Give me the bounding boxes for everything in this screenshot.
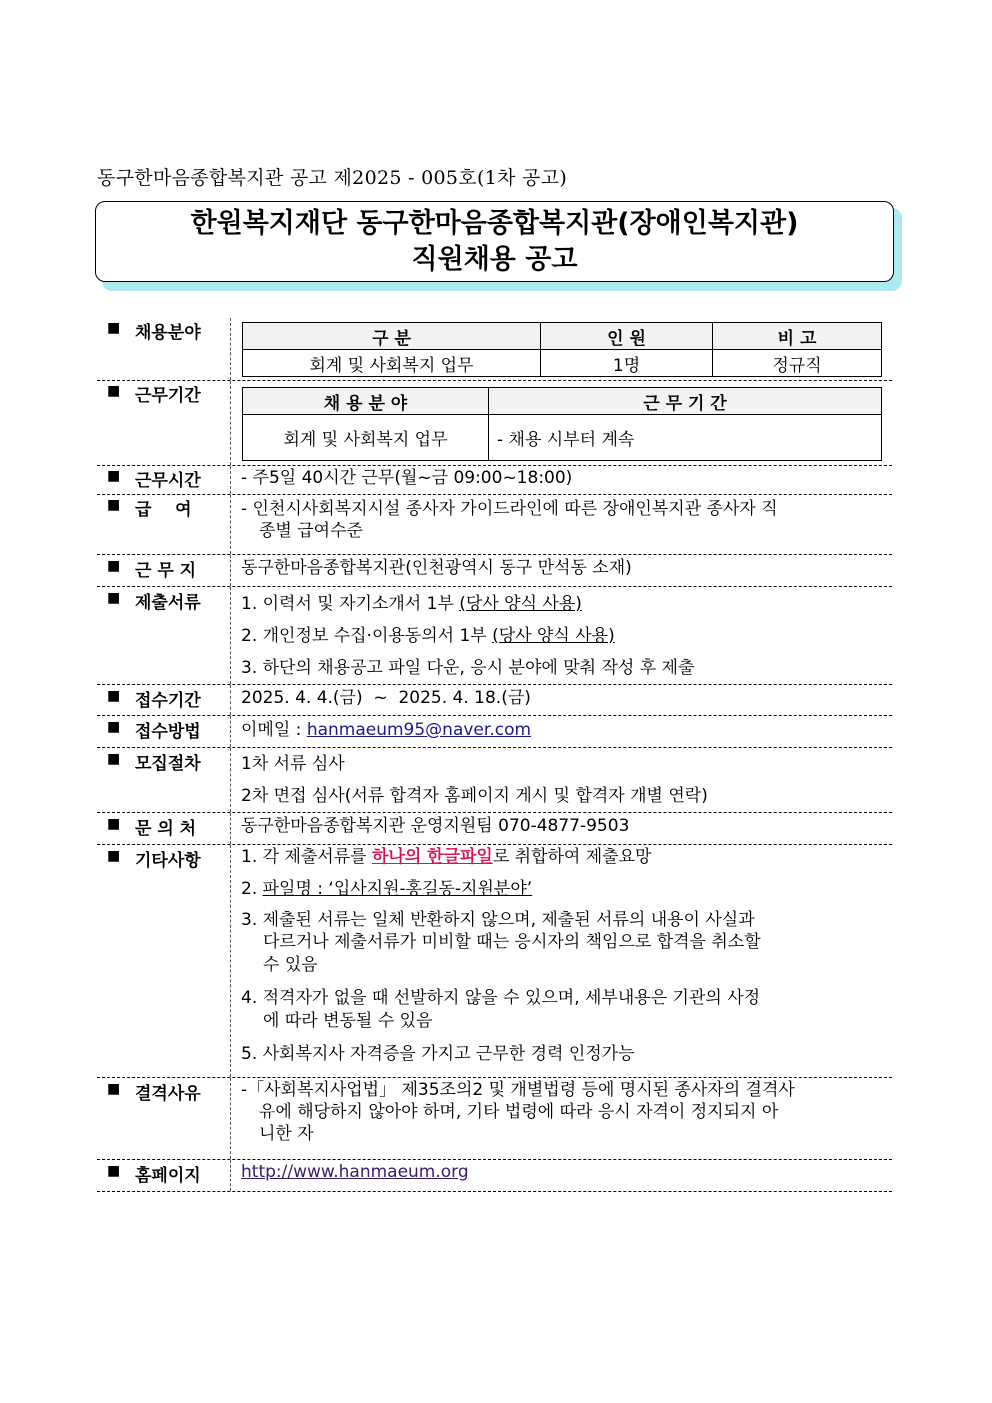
section-location (97, 555, 892, 587)
table-header: 비 고 (713, 323, 882, 350)
etc-item-2: 2. 파일명 : ‘입사지원-홍길동-지원분야’ (241, 879, 533, 899)
table-cell: 1명 (541, 350, 713, 377)
table-cell: 회계 및 사회복지 업무 (243, 415, 489, 461)
field-table (242, 322, 882, 377)
etc-item-5: 5. 사회복지사 자격증을 가지고 근무한 경력 인정가능 (241, 1044, 635, 1064)
bullet-square-icon: ■ (107, 590, 121, 606)
section-label: ■ 접수방법 (97, 716, 231, 747)
section-hours (97, 466, 892, 495)
section-etc (97, 845, 892, 1078)
location-text: 동구한마음종합복지관(인천광역시 동구 만석동 소재) (241, 558, 632, 578)
document-item-3: 3. 하단의 채용공고 파일 다운, 응시 분야에 맞춰 작성 후 제출 (241, 658, 695, 678)
bullet-square-icon: ■ (107, 719, 121, 735)
salary-line2: 종별 급여수준 (259, 521, 363, 541)
receipt-period-text: 2025. 4. 4.(금) ~ 2025. 4. 18.(금) (241, 688, 531, 708)
bullet-square-icon: ■ (107, 497, 121, 513)
bullet-square-icon: ■ (107, 816, 121, 832)
section-label: ■ 홈페이지 (97, 1160, 231, 1191)
table-header: 채 용 분 야 (243, 388, 489, 415)
notice-number: 동구한마음종합복지관 공고 제2025 - 005호(1차 공고) (97, 167, 568, 189)
section-receipt-period (97, 685, 892, 716)
bullet-square-icon: ■ (107, 848, 121, 864)
receipt-method: 이메일 : hanmaeum95@naver.com (241, 720, 532, 740)
bullet-square-icon: ■ (107, 383, 121, 399)
table-cell: 회계 및 사회복지 업무 (243, 350, 541, 377)
email-link[interactable]: hanmaeum95@naver.com (306, 720, 532, 740)
period-table (242, 387, 882, 461)
bullet-square-icon: ■ (107, 688, 121, 704)
section-label: ■ 제출서류 (97, 587, 231, 684)
section-label: ■ 접수기간 (97, 685, 231, 715)
bullet-square-icon: ■ (107, 1081, 121, 1097)
bullet-square-icon: ■ (107, 558, 121, 574)
etc-item-1: 1. 각 제출서류를 하나의 한글파일로 취합하여 제출요망 (241, 847, 652, 867)
etc-item-3-line1: 3. 제출된 서류는 일체 반환하지 않으며, 제출된 서류의 내용이 사실과 (241, 910, 755, 930)
title-line2: 직원채용 공고 (411, 244, 578, 275)
etc-item-3-line3: 수 있음 (263, 955, 318, 975)
table-header: 구 분 (243, 323, 541, 350)
section-salary (97, 495, 892, 555)
bullet-square-icon: ■ (107, 468, 121, 484)
contact-text: 동구한마음종합복지관 운영지원팀 070-4877-9503 (241, 816, 630, 836)
section-field (97, 318, 892, 381)
homepage-row (241, 1161, 892, 1183)
disqualify-line1: -「사회복지사업법」 제35조의2 및 개별법령 등에 명시된 종사자의 결격사 (241, 1080, 795, 1100)
section-label: ■ 모집절차 (97, 748, 231, 812)
bullet-square-icon: ■ (107, 1163, 121, 1179)
section-documents (97, 587, 892, 685)
section-contact (97, 813, 892, 845)
section-label: ■ 근 무 지 (97, 555, 231, 586)
section-label: ■ 문 의 처 (97, 813, 231, 844)
title-box (95, 201, 894, 282)
disqualify-line3: 니한 자 (259, 1124, 314, 1144)
disqualify-line2: 유에 해당하지 않아야 하며, 기타 법령에 따라 응시 자격이 정지되지 아 (259, 1102, 779, 1122)
salary-line1: - 인천시사회복지시설 종사자 가이드라인에 따른 장애인복지관 종사자 직 (241, 499, 778, 519)
section-label: ■ 기타사항 (97, 845, 231, 1077)
etc-item-4-line2: 에 따라 변동될 수 있음 (263, 1011, 433, 1031)
table-header: 인 원 (541, 323, 713, 350)
section-label: ■ 근무시간 (97, 466, 231, 494)
section-procedure (97, 748, 892, 813)
document-item-2: 2. 개인정보 수집·이용동의서 1부 (당사 양식 사용) (241, 626, 615, 646)
section-receipt-method (97, 716, 892, 748)
section-label: ■ 근무기간 (97, 381, 231, 465)
section-label: ■ 결격사유 (97, 1078, 231, 1159)
etc-item-3-line2: 다르거나 제출서류가 미비할 때는 응시자의 책임으로 합격을 취소할 (263, 932, 761, 952)
section-label: ■ 급 여 (97, 495, 231, 554)
procedure-step-2: 2차 면접 심사(서류 합격자 홈페이지 게시 및 합격자 개별 연락) (241, 786, 708, 806)
table-cell: - 채용 시부터 계속 (489, 415, 882, 461)
homepage-link[interactable]: http://www.hanmaeum.org (241, 1162, 469, 1182)
table-cell: 정규직 (713, 350, 882, 377)
section-homepage (97, 1160, 892, 1192)
document-item-1: 1. 이력서 및 자기소개서 1부 (당사 양식 사용) (241, 594, 582, 614)
section-disqualify (97, 1078, 892, 1160)
section-label: ■ 채용분야 (97, 318, 231, 380)
bullet-square-icon: ■ (107, 751, 121, 767)
hours-text: - 주5일 40시간 근무(월~금 09:00~18:00) (241, 468, 573, 488)
section-period (97, 381, 892, 466)
title-line1: 한원복지재단 동구한마음종합복지관(장애인복지관) (190, 208, 799, 239)
bullet-square-icon: ■ (107, 320, 121, 336)
table-header: 근 무 기 간 (489, 388, 882, 415)
procedure-step-1: 1차 서류 심사 (241, 754, 345, 774)
etc-item-4-line1: 4. 적격자가 없을 때 선발하지 않을 수 있으며, 세부내용은 기관의 사정 (241, 988, 761, 1008)
